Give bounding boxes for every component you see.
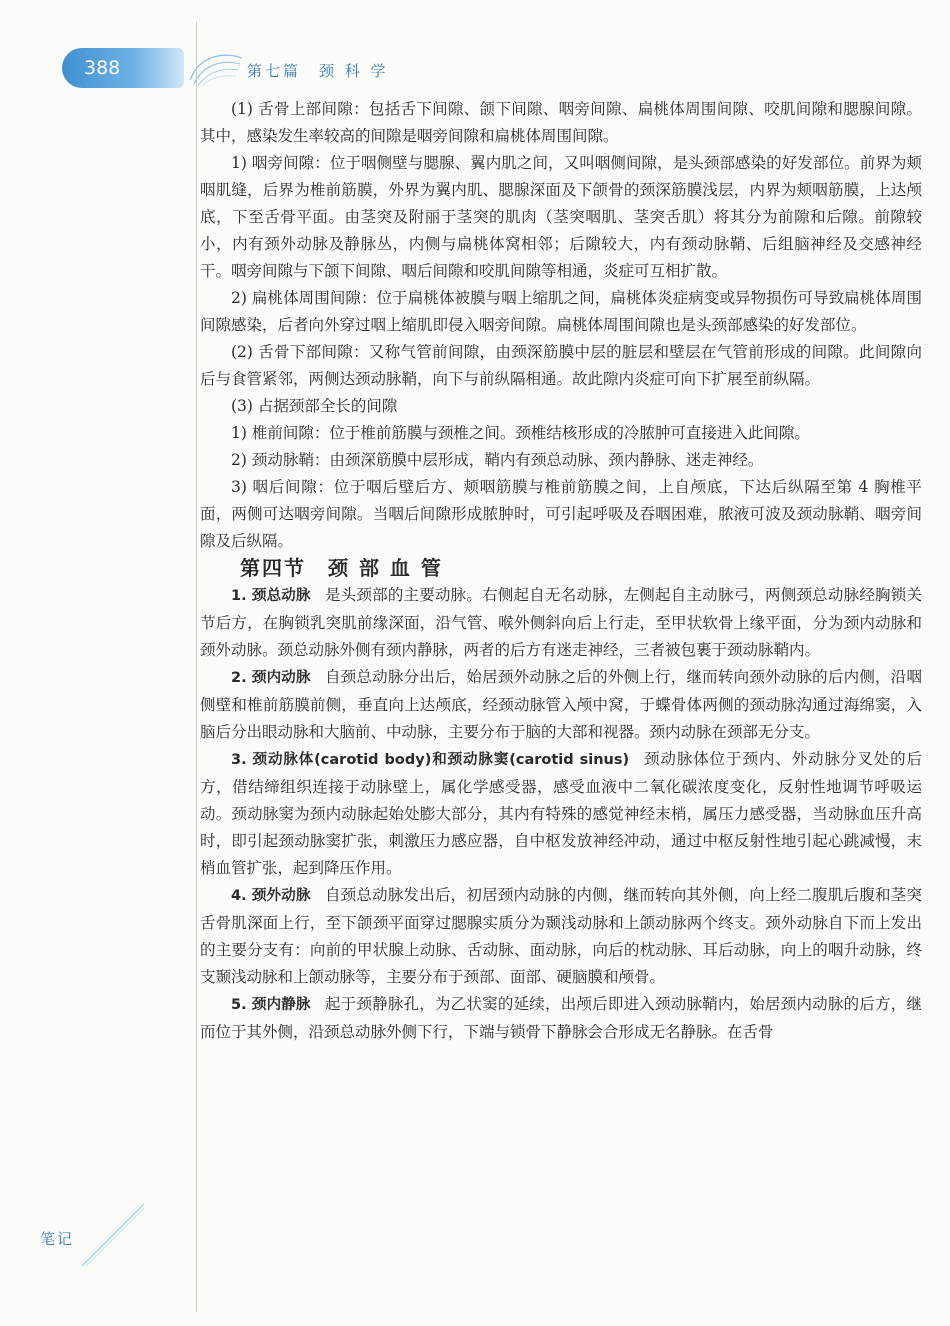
paragraph (200, 991, 922, 1046)
paragraph (200, 746, 922, 882)
header-swirl-icon (186, 46, 246, 90)
notes-pen-line-icon (78, 1200, 148, 1270)
paragraph-lead: 2. 颈内动脉 (231, 670, 311, 686)
paragraph-text: 起于颈静脉孔，为乙状窦的延续，出颅后即进入颈动脉鞘内，始居颈内动脉的后方，继而位于其外侧，沿颈总动脉外侧下行，下端与锁骨下静脉会合形成无名静脉。在舌骨 (200, 995, 922, 1041)
section-title: 颈 部 血 管 (328, 556, 443, 580)
margin-rule (196, 22, 197, 1312)
paragraph (200, 664, 922, 746)
paragraph-lead: 5. 颈内静脉 (231, 997, 311, 1013)
paragraph: 2) 颈动脉鞘：由颈深筋膜中层形成，鞘内有颈总动脉、颈内静脉、迷走神经。 (231, 451, 764, 469)
paragraph: 1) 椎前间隙：位于椎前筋膜与颈椎之间。颈椎结核形成的冷脓肿可直接进入此间隙。 (231, 424, 810, 442)
body-text (200, 96, 922, 1046)
paragraph: 2) 扁桃体周围间隙：位于扁桃体被膜与咽上缩肌之间，扁桃体炎症病变或异物损伤可导致扁桃体周围间隙感染，后者向外穿过咽上缩肌即侵入咽旁间隙。扁桃体周围间隙也是头颈部感染的好发部位。 (200, 289, 922, 334)
paragraph-text: 自颈总动脉发出后，初居颈内动脉的内侧，继而转向其外侧，向上经二腹肌后腹和茎突舌骨肌深面上行，至下颌颈平面穿过腮腺实质分为颞浅动脉和上颌动脉两个终支。颈外动脉自下而上发出的主要分支有：向前的甲状腺上动脉、舌动脉、面动脉，向后的枕动脉、耳后动脉，向上的咽升动脉，终支颞浅动脉和上颌动脉等，主要分布于颈部、面部、硬脑膜和颅骨。 (200, 886, 922, 986)
section-heading (200, 555, 922, 582)
paragraph-lead: 1. 颈总动脉 (231, 588, 311, 604)
paragraph: (3) 占据颈部全长的间隙 (231, 397, 398, 415)
paragraph-lead: 4. 颈外动脉 (231, 888, 311, 904)
paragraph (200, 582, 922, 664)
paragraph-text: 颈动脉体位于颈内、外动脉分叉处的后方，借结缔组织连接于动脉壁上，属化学感受器，感受血液中二氧化碳浓度变化，反射性地调节呼吸运动。颈动脉窦为颈内动脉起始处膨大部分，其内有特殊的感觉神经末梢，属压力感受器，当动脉血压升高时，即引起颈动脉窦扩张，刺激压力感应器，自中枢发放神经冲动，通过中枢反射性地引起心跳减慢，末梢血管扩张，起到降压作用。 (200, 750, 922, 877)
paragraph-lead: 3. 颈动脉体(carotid body)和颈动脉窦(carotid sinus) (231, 752, 630, 768)
paragraph: 1) 咽旁间隙：位于咽侧壁与腮腺、翼内肌之间，又叫咽侧间隙，是头颈部感染的好发部位。前界为颊咽肌缝，后界为椎前筋膜，外界为翼内肌、腮腺深面及下颌骨的颈深筋膜浅层，内界为颊咽筋膜，上达颅底，下至舌骨平面。由茎突及附丽于茎突的肌肉（茎突咽肌、茎突舌肌）将其分为前隙和后隙。前隙较小，内有颈外动脉及静脉丛，内侧与扁桃体窝相邻；后隙较大，内有颈动脉鞘、后组脑神经及交感神经干。咽旁间隙与下颌下间隙、咽后间隙和咬肌间隙等相通，炎症可互相扩散。 (200, 154, 922, 280)
paragraph: (1) 舌骨上部间隙：包括舌下间隙、颌下间隙、咽旁间隙、扁桃体周围间隙、咬肌间隙和腮腺间隙。其中，感染发生率较高的间隙是咽旁间隙和扁桃体周围间隙。 (200, 100, 922, 145)
section-number: 第四节 (240, 556, 306, 580)
margin-note-label: 笔记 (40, 1230, 75, 1248)
paragraph (200, 882, 922, 991)
part-title: 第七篇 颈 科 学 (247, 62, 389, 80)
paragraph: 3) 咽后间隙：位于咽后壁后方、颊咽筋膜与椎前筋膜之间，上自颅底，下达后纵隔至第 4 胸椎平面，两侧可达咽旁间隙。当咽后间隙形成脓肿时，可引起呼吸及吞咽困难，脓液可波及颈动脉鞘、咽旁间隙及后纵隔。 (200, 478, 922, 550)
page-number: 388 (84, 57, 121, 79)
paragraph: (2) 舌骨下部间隙：又称气管前间隙，由颈深筋膜中层的脏层和壁层在气管前形成的间隙。此间隙向后与食管紧邻，两侧达颈动脉鞘，向下与前纵隔相通。故此隙内炎症可向下扩展至前纵隔。 (200, 343, 922, 388)
paragraph-text: 自颈总动脉分出后，始居颈外动脉之后的外侧上行，继而转向颈外动脉的后内侧，沿咽侧壁和椎前筋膜前侧，垂直向上达颅底，经颈动脉管入颅中窝，于蝶骨体两侧的颈动脉沟通过海绵窦，入脑后分出眼动脉和大脑前、中动脉，主要分布于脑的大部和视器。颈内动脉在颈部无分支。 (200, 668, 922, 741)
page-number-badge (62, 48, 184, 88)
paragraph-text: 是头颈部的主要动脉。右侧起自无名动脉，左侧起自主动脉弓，两侧颈总动脉经胸锁关节后方，在胸锁乳突肌前缘深面，沿气管、喉外侧斜向后上行走，至甲状软骨上缘平面，分为颈内动脉和颈外动脉。颈总动脉外侧有颈内静脉，两者的后方有迷走神经，三者被包裹于颈动脉鞘内。 (200, 586, 922, 659)
